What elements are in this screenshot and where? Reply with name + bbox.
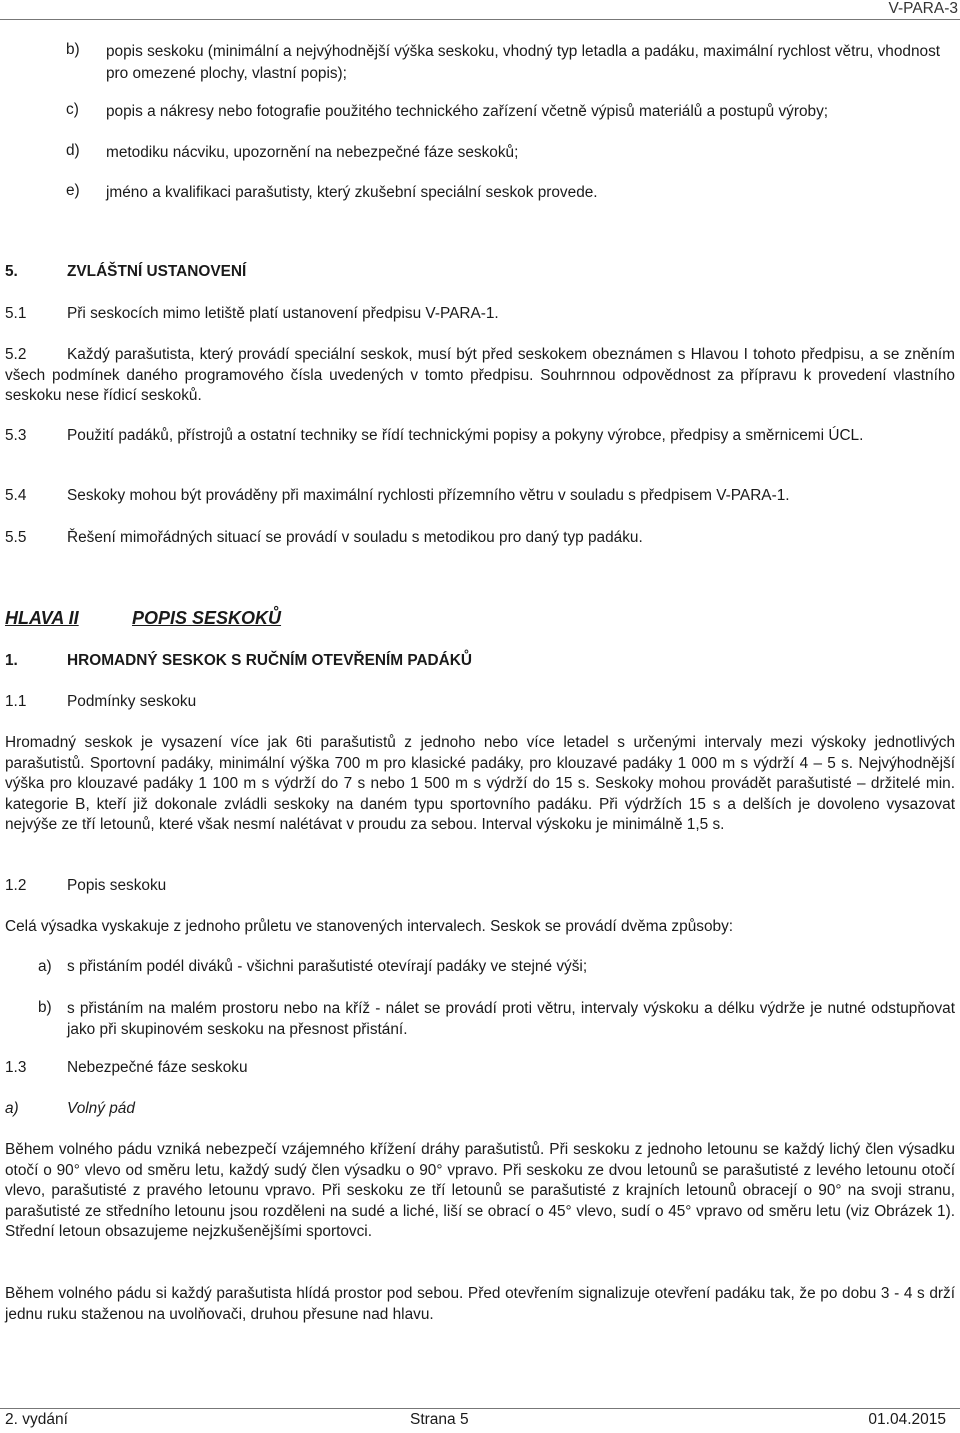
subsection-1-1-text: Hromadný seskok je vysazení více jak 6ti parašutistů z jednoho nebo více letadel s určenými intervaly mezi výskoky jednotlivých parašutistů. Sportovní padáky, minimální výška 700 m pro klasické padáky, pro klouzavé padáky 1 000 m s výdrží 4 – 5 s. Nejvýhodnější výška pro klouzavé padáky 1 100 m s výdrží do 7 s nebo 1 500 m s výdrží do 15 s. Seskoky mohou provádět parašutisté – držitelé min. kategorie B, kteří již dokonale zvládli seskoky na daném typu sportovního padáku. Při výdržích 15 s a delších je dovoleno vysazovat nejvýše ze tří letounů, které však nesmí nalétávat v proudu za sebou. Interval výskoku je minimálně 1,5 s. [5, 734, 955, 834]
para-5-3-text: Použití padáků, přístrojů a ostatní techniky se řídí technickými popisy a pokyny výrobce, předpisy a směrnicemi ÚCL. [67, 427, 864, 444]
subsection-1-2-number: 1.2 [5, 877, 27, 894]
para-5-1-number: 5.1 [5, 305, 27, 322]
subsection-1-3-a-key: a) [5, 1100, 19, 1117]
chapter-label: HLAVA II [5, 608, 79, 628]
list-key-b: b) [66, 41, 80, 58]
section-1-title: HROMADNÝ SESKOK S RUČNÍM OTEVŘENÍM PADÁKŮ [67, 652, 473, 669]
para-5-1-text: Při seskocích mimo letiště platí ustanovení předpisu V-PARA-1. [67, 305, 499, 322]
list-key-1-2-a: a) [38, 958, 52, 975]
para-5-2-text: Každý parašutista, který provádí speciální seskok, musí být před seskokem obeznámen s Hlavou I tohoto předpisu, a se zněním všech podmínek daného programového čísla uvedených v tomto předpisu. Souhrnnou odpovědnost za přípravu k provedení vlastního seskoku nese řídicí seskoků. [5, 346, 955, 405]
section-5-title: ZVLÁŠTNÍ USTANOVENÍ [67, 263, 247, 280]
para-5-2 [5, 345, 955, 407]
para-5-5-number: 5.5 [5, 529, 27, 546]
subsection-1-3-title: Nebezpečné fáze seskoku [67, 1059, 248, 1076]
footer-date: 01.04.2015 [868, 1411, 946, 1428]
chapter-title: POPIS SESKOKŮ [132, 608, 282, 628]
free-fall-paragraph-2: Během volného pádu si každý parašutista hlídá prostor pod sebou. Před otevřením signalizuje otevření padáku tak, že po dobu 3 - 4 s drží jednu ruku staženou na uvolňovači, druhou přesune nad hlavu. [5, 1285, 955, 1323]
list-item-c: popis a nákresy nebo fotografie použitého technického zařízení včetně výpisů materiálů a postupů výroby; [106, 103, 829, 120]
para-5-5-text: Řešení mimořádných situací se provádí v souladu s metodikou pro daný typ padáku. [67, 529, 643, 546]
list-item-b: popis seskoku (minimální a nejvýhodnější výška seskoku, vhodný typ letadla a padáku, maximální rychlost větru, vhodnost pro omezené plochy, vlastní popis); [106, 43, 941, 82]
subsection-1-1-number: 1.1 [5, 693, 27, 710]
para-5-4-number: 5.4 [5, 487, 27, 504]
list-item-1-2-a: s přistáním podél diváků - všichni parašutisté otevírají padáky ve stejné výši; [67, 958, 588, 975]
para-5-2-number: 5.2 [5, 346, 27, 363]
free-fall-paragraph-1: Během volného pádu vzniká nebezpečí vzájemného křížení dráhy parašutistů. Při seskoku z jednoho letounu se každý lichý člen výsadku otočí o 90° vlevo od směru letu, každý sudý člen výsadku o 90° vpravo. Při seskoku ze dvou letounů se parašutisté z levého letounu otočí vlevo, parašutisté z pravého letounu vpravo. Při seskoku ze tří letounů se parašutisté z krajních letounů obracejí o 90° na svoji stranu, parašutisté ze středního letounu jsou rozděleni na sudé a liché, liší se obrací o 45° vlevo, sudí o 45° vpravo od směru letu (viz Obrázek 1). Střední letoun obsazujeme nejzkušenějšími sportovci. [5, 1141, 955, 1241]
subsection-1-3-number: 1.3 [5, 1059, 27, 1076]
para-5-4-text: Seskoky mohou být prováděny při maximální rychlosti přízemního větru v souladu s předpisem V-PARA-1. [67, 487, 790, 504]
subsection-1-3-a-title: Volný pád [67, 1100, 135, 1117]
list-key-d: d) [66, 142, 80, 159]
list-key-e: e) [66, 182, 80, 199]
para-5-3-number: 5.3 [5, 427, 27, 444]
section-5-number: 5. [5, 263, 18, 280]
list-item-1-2-b: s přistáním na malém prostoru nebo na kříž - nálet se provádí proti větru, intervaly výskoku a délku výdrže je nutné odstupňovat jako při skupinovém seskoku na přesnost přistání. [67, 1000, 955, 1038]
para-5-3 [5, 426, 955, 447]
document-code: V-PARA-3 [888, 0, 958, 17]
subsection-1-2-text: Celá výsadka vyskakuje z jednoho průletu ve stanovených intervalech. Seskok se provádí dvěma způsoby: [5, 918, 734, 935]
list-item-e: jméno a kvalifikaci parašutisty, který zkušební speciální seskok provede. [106, 184, 598, 201]
footer-page: Strana 5 [410, 1411, 469, 1428]
list-key-1-2-b: b) [38, 999, 52, 1016]
section-1-number: 1. [5, 652, 18, 669]
footer-rule [0, 1408, 960, 1409]
subsection-1-1-title: Podmínky seskoku [67, 693, 197, 710]
list-item-d: metodiku nácviku, upozornění na nebezpečné fáze seskoků; [106, 144, 519, 161]
footer-edition: 2. vydání [5, 1411, 68, 1428]
list-key-c: c) [66, 101, 79, 118]
header-rule [0, 19, 960, 20]
subsection-1-2-title: Popis seskoku [67, 877, 167, 894]
